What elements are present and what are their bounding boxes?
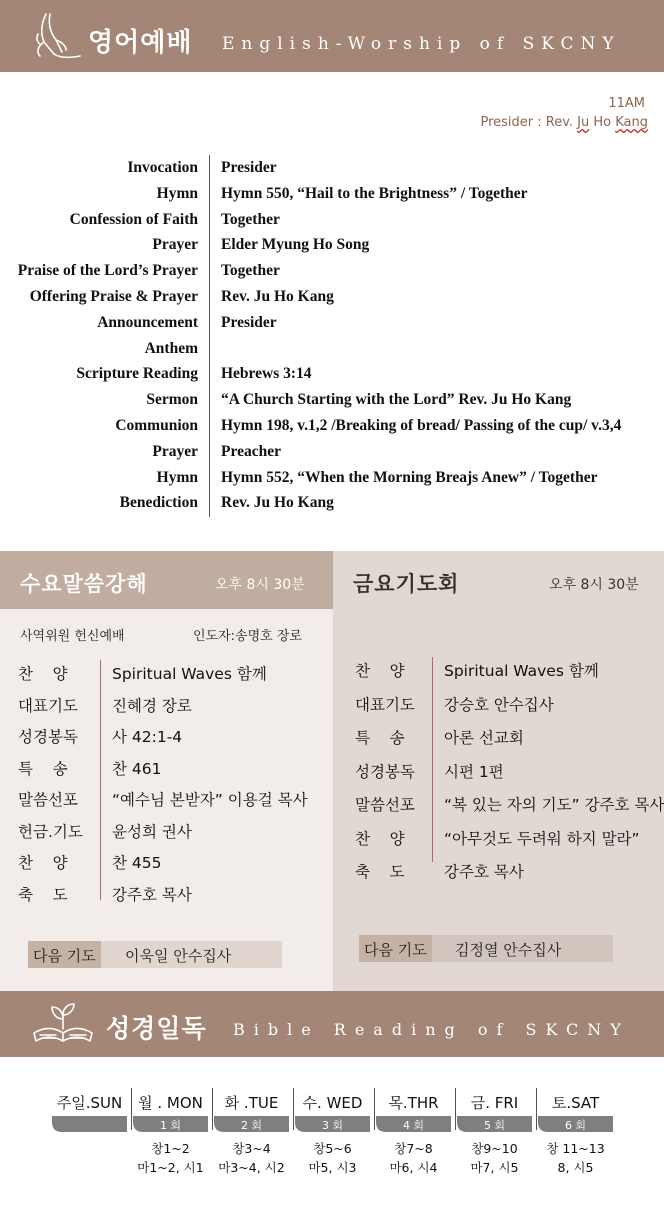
order-label: Offering Praise & Prayer	[29, 287, 198, 305]
program-label: 찬 양	[355, 829, 405, 848]
program-label: 찬 양	[355, 662, 405, 680]
worship-header	[0, 0, 664, 72]
day-tab	[295, 1116, 370, 1132]
program-row	[0, 688, 333, 720]
reading-line-2: 마7, 시5	[470, 1160, 519, 1175]
bible-reading-header	[0, 991, 664, 1057]
presider-name-middle: Ho	[589, 115, 616, 130]
program-row	[0, 877, 333, 909]
program-value: 사 42:1-4	[112, 728, 183, 746]
session-number: 1 회	[159, 1119, 182, 1132]
program-value: 아론 선교회	[444, 729, 524, 747]
day-name: 주일.SUN	[56, 1094, 123, 1112]
order-value: Together	[221, 262, 280, 280]
reading-line-2: 마3~4, 시2	[218, 1160, 285, 1175]
wednesday-next-prayer	[28, 941, 282, 968]
day-tab	[376, 1116, 451, 1132]
order-row	[0, 439, 664, 465]
day-column-wed	[293, 1088, 372, 1183]
order-label: Hymn	[156, 468, 198, 486]
day-name: 금. FRI	[470, 1094, 519, 1112]
presider-name-last: Kang	[615, 115, 648, 130]
friday-next-prayer	[359, 935, 613, 962]
order-value: Together	[221, 210, 280, 228]
reading-line-1: 창1~2	[151, 1141, 190, 1156]
program-row	[333, 754, 664, 788]
worship-title-korean: 영어예배	[88, 28, 193, 58]
program-value: 강주호 목사	[112, 885, 192, 904]
program-row	[333, 687, 664, 721]
day-name: 목.THR	[388, 1094, 439, 1112]
wednesday-time: 오후 8시 30분	[215, 577, 305, 593]
order-row	[0, 361, 664, 387]
order-row	[0, 207, 664, 233]
reading-line-1: 창3~4	[232, 1141, 271, 1156]
program-row	[333, 854, 664, 888]
session-number: 4 회	[402, 1119, 425, 1132]
program-row	[0, 719, 333, 751]
order-row	[0, 387, 664, 413]
friday-program	[333, 653, 664, 888]
reading-line-1: 창5~6	[313, 1141, 352, 1156]
day-tab	[538, 1116, 613, 1132]
wednesday-leader: 인도자:송명호 장로	[193, 629, 302, 644]
order-row	[0, 413, 664, 439]
program-value: 윤성희 권사	[112, 822, 192, 841]
order-value: Hymn 198, v.1,2 /Breaking of bread/ Passing of the cup/ v.3,4	[221, 416, 622, 434]
day-column-sun	[50, 1088, 129, 1183]
program-row	[0, 782, 333, 814]
day-name: 화 .TUE	[224, 1094, 279, 1112]
order-label: Benediction	[119, 494, 198, 512]
order-row	[0, 336, 664, 362]
program-row	[333, 821, 664, 855]
program-value: “아무것도 두려워 하지 말라”	[444, 829, 640, 848]
program-row	[0, 656, 333, 688]
reading-line-2: 마1~2, 시1	[137, 1160, 204, 1175]
session-number: 3 회	[321, 1119, 344, 1132]
next-prayer-label: 다음 기도	[28, 941, 101, 968]
program-value: “예수님 본받자” 이용걸 목사	[112, 791, 308, 809]
reading-line-2: 마6, 시4	[389, 1160, 438, 1175]
presider-line	[480, 115, 648, 130]
reading-line-2: 마5, 시3	[308, 1160, 357, 1175]
bible-reading-schedule	[50, 1088, 616, 1188]
bible-reading-title-korean: 성경일독	[106, 1014, 207, 1043]
order-row	[0, 310, 664, 336]
order-label: Prayer	[152, 236, 198, 254]
bible-reading-title-english: Bible Reading of SKCNY	[233, 1020, 630, 1039]
program-label: 말씀선포	[355, 796, 415, 814]
presider-name-first: Ju	[577, 115, 590, 130]
order-label: Communion	[115, 416, 198, 434]
program-value: Spiritual Waves 함께	[112, 665, 267, 683]
reading-line-1: 창 11~13	[546, 1141, 605, 1156]
order-value: Hymn 550, “Hail to the Brightness” / Together	[221, 184, 528, 202]
program-label: 대표기도	[355, 695, 415, 714]
program-label: 찬 양	[18, 665, 68, 683]
program-row	[333, 720, 664, 754]
order-value: Preacher	[221, 442, 281, 460]
wednesday-section	[0, 551, 333, 991]
wednesday-header-band	[0, 551, 333, 609]
program-value: 진혜경 장로	[112, 696, 192, 715]
order-row	[0, 232, 664, 258]
program-label: 성경봉독	[18, 728, 78, 746]
program-value: 강승호 안수집사	[444, 695, 554, 714]
friday-section	[333, 551, 664, 991]
day-column-mon	[131, 1088, 210, 1183]
order-of-worship	[0, 155, 664, 516]
wednesday-title: 수요말씀강해	[20, 572, 148, 596]
program-label: 말씀선포	[18, 791, 78, 809]
order-row	[0, 155, 664, 181]
day-column-sat	[536, 1088, 615, 1183]
order-label: Sermon	[146, 391, 198, 409]
day-name: 월 . MON	[138, 1094, 203, 1112]
program-label: 대표기도	[18, 696, 78, 715]
order-row	[0, 181, 664, 207]
friday-header-band	[333, 551, 664, 609]
praying-hands-icon	[32, 12, 84, 60]
order-label: Praise of the Lord’s Prayer	[17, 262, 198, 280]
order-row	[0, 465, 664, 491]
program-row	[0, 751, 333, 783]
program-value: Spiritual Waves 함께	[444, 662, 599, 680]
next-prayer-label: 다음 기도	[359, 935, 432, 962]
order-label: Scripture Reading	[76, 365, 198, 383]
day-column-tue	[212, 1088, 291, 1183]
program-value: 강주호 목사	[444, 863, 524, 881]
session-number: 6 회	[564, 1119, 587, 1132]
program-label: 특 송	[355, 729, 405, 747]
order-value: Presider	[221, 159, 277, 176]
next-prayer-value: 김정열 안수집사	[455, 941, 562, 959]
day-tab	[457, 1116, 532, 1132]
order-label: Announcement	[97, 313, 198, 331]
worship-title-english: English-Worship of SKCNY	[222, 34, 621, 54]
order-row	[0, 490, 664, 516]
next-prayer-value: 이욱일 안수집사	[125, 947, 232, 965]
session-number: 2 회	[240, 1119, 263, 1132]
order-value: Hymn 552, “When the Morning Breajs Anew” / Together	[221, 468, 598, 486]
wednesday-program	[0, 656, 333, 908]
program-row	[0, 814, 333, 846]
program-row	[333, 787, 664, 821]
reading-line-1: 창7~8	[394, 1141, 433, 1156]
program-label: 축 도	[18, 885, 68, 904]
day-tab	[214, 1116, 289, 1132]
order-value: Hebrews 3:14	[221, 365, 312, 383]
program-value: 찬 461	[112, 759, 162, 778]
program-label: 찬 양	[18, 854, 68, 872]
order-label: Invocation	[127, 159, 198, 176]
order-label: Hymn	[156, 184, 198, 202]
friday-title: 금요기도회	[353, 572, 460, 596]
order-value: Presider	[221, 313, 277, 331]
order-value: Elder Myung Ho Song	[221, 236, 370, 254]
service-time: 11AM	[608, 96, 645, 111]
program-label: 성경봉독	[355, 762, 415, 781]
order-value: Rev. Ju Ho Kang	[221, 494, 334, 512]
program-value: 찬 455	[112, 854, 162, 872]
order-label: Anthem	[144, 339, 198, 357]
wednesday-subtitle: 사역위원 헌신예배	[20, 629, 125, 644]
presider-prefix: Presider : Rev.	[480, 115, 578, 130]
order-value: “A Church Starting with the Lord” Rev. Ju Ho Kang	[221, 391, 572, 409]
day-tab	[52, 1116, 127, 1132]
order-row	[0, 284, 664, 310]
program-label: 헌금.기도	[18, 822, 83, 841]
program-row	[333, 653, 664, 687]
day-name: 수. WED	[302, 1094, 363, 1112]
session-number: 5 회	[483, 1119, 506, 1132]
day-name: 토.SAT	[551, 1094, 600, 1112]
reading-line-1: 창9~10	[471, 1141, 518, 1156]
order-row	[0, 258, 664, 284]
program-label: 축 도	[355, 863, 405, 881]
day-column-thu	[374, 1088, 453, 1183]
reading-line-2: 8, 시5	[557, 1160, 594, 1175]
program-label: 특 송	[18, 759, 68, 778]
order-label: Prayer	[152, 442, 198, 460]
program-row	[0, 845, 333, 877]
day-column-fri	[455, 1088, 534, 1183]
friday-time: 오후 8시 30분	[549, 577, 639, 593]
order-value: Rev. Ju Ho Kang	[221, 287, 334, 305]
day-tab	[133, 1116, 208, 1132]
program-value: “복 있는 자의 기도” 강주호 목사	[444, 796, 664, 814]
open-bible-sprout-icon	[30, 999, 96, 1047]
order-label: Confession of Faith	[69, 210, 198, 228]
program-value: 시편 1편	[444, 762, 504, 781]
